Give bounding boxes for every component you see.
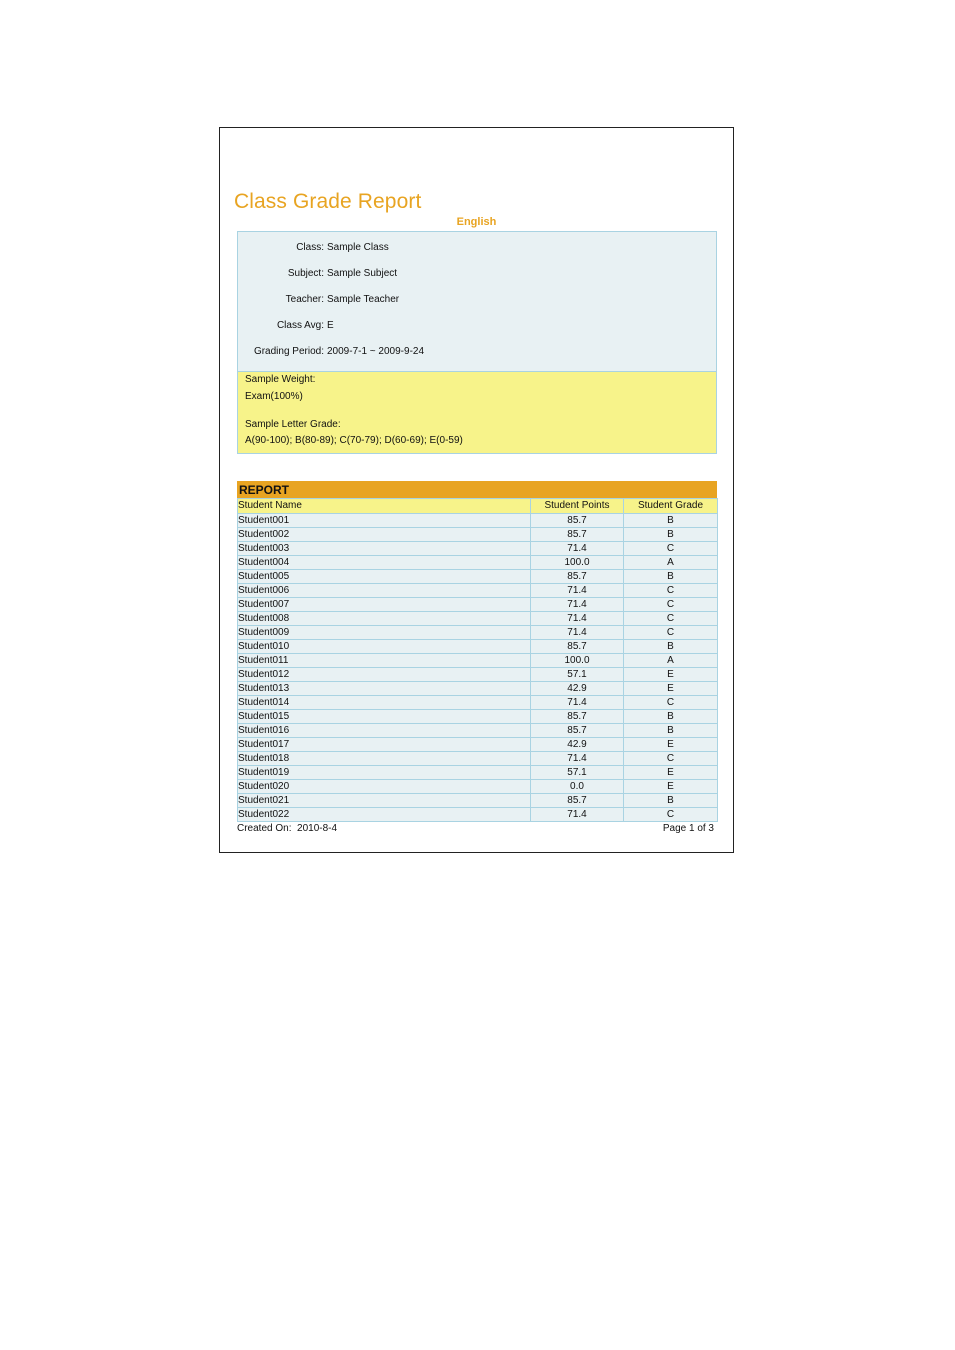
student-grade-cell: C	[624, 626, 718, 640]
table-row	[238, 808, 718, 822]
student-name-cell: Student018	[238, 752, 531, 766]
student-points-cell: 85.7	[531, 710, 624, 724]
table-row	[238, 528, 718, 542]
table-row	[238, 724, 718, 738]
info-value: Sample Teacher	[327, 294, 400, 305]
report-title: Class Grade Report	[234, 190, 422, 213]
grades-table-body	[238, 514, 718, 822]
table-row	[238, 626, 718, 640]
student-name-cell: Student022	[238, 808, 531, 822]
info-row-class	[238, 242, 389, 253]
table-row	[238, 766, 718, 780]
student-grade-cell: C	[624, 696, 718, 710]
table-row	[238, 794, 718, 808]
report-section-title: REPORT	[237, 481, 717, 498]
info-label: Class:	[296, 242, 324, 253]
student-name-cell: Student016	[238, 724, 531, 738]
student-name-cell: Student001	[238, 514, 531, 528]
table-row	[238, 682, 718, 696]
column-header-student-name: Student Name	[238, 499, 531, 514]
student-name-cell: Student013	[238, 682, 531, 696]
table-row	[238, 752, 718, 766]
table-row	[238, 696, 718, 710]
info-label: Grading Period:	[253, 346, 324, 357]
info-label: Teacher:	[285, 294, 324, 305]
page-number: Page 1 of 3	[662, 823, 714, 834]
letter-grade-label: Sample Letter Grade:	[245, 419, 341, 430]
student-points-cell: 42.9	[531, 682, 624, 696]
info-row-class-avg	[238, 320, 334, 331]
created-on-date: 2010-8-4	[297, 823, 338, 834]
student-grade-cell: E	[624, 738, 718, 752]
student-name-cell: Student003	[238, 542, 531, 556]
student-points-cell: 71.4	[531, 598, 624, 612]
student-points-cell: 71.4	[531, 696, 624, 710]
student-grade-cell: A	[624, 556, 718, 570]
table-row	[238, 598, 718, 612]
table-row	[238, 780, 718, 794]
student-points-cell: 85.7	[531, 794, 624, 808]
info-row-grading-period	[238, 346, 424, 357]
student-grade-cell: B	[624, 710, 718, 724]
student-name-cell: Student006	[238, 584, 531, 598]
student-name-cell: Student019	[238, 766, 531, 780]
student-grade-cell: B	[624, 528, 718, 542]
letter-grade-value: A(90-100); B(80-89); C(70-79); D(60-69); E(0-59)	[245, 435, 463, 446]
student-grade-cell: C	[624, 542, 718, 556]
table-row	[238, 640, 718, 654]
table-row	[238, 612, 718, 626]
student-name-cell: Student008	[238, 612, 531, 626]
student-name-cell: Student011	[238, 654, 531, 668]
student-points-cell: 85.7	[531, 640, 624, 654]
student-grade-cell: B	[624, 570, 718, 584]
table-header-row	[238, 499, 718, 514]
info-row-subject	[238, 268, 397, 279]
student-grade-cell: C	[624, 584, 718, 598]
table-row	[238, 556, 718, 570]
student-points-cell: 85.7	[531, 528, 624, 542]
student-grade-cell: A	[624, 654, 718, 668]
student-points-cell: 71.4	[531, 626, 624, 640]
info-value: E	[327, 320, 334, 331]
info-row-teacher	[238, 294, 399, 305]
student-name-cell: Student021	[238, 794, 531, 808]
student-name-cell: Student014	[238, 696, 531, 710]
created-on-label: Created On:	[237, 823, 292, 834]
student-grade-cell: C	[624, 598, 718, 612]
student-name-cell: Student012	[238, 668, 531, 682]
student-name-cell: Student002	[238, 528, 531, 542]
student-points-cell: 71.4	[531, 752, 624, 766]
student-name-cell: Student010	[238, 640, 531, 654]
student-grade-cell: E	[624, 780, 718, 794]
column-header-student-grade: Student Grade	[624, 499, 718, 514]
student-name-cell: Student004	[238, 556, 531, 570]
student-grade-cell: C	[624, 808, 718, 822]
info-value: Sample Class	[327, 242, 389, 253]
student-points-cell: 85.7	[531, 570, 624, 584]
student-points-cell: 100.0	[531, 556, 624, 570]
student-name-cell: Student007	[238, 598, 531, 612]
student-points-cell: 57.1	[531, 668, 624, 682]
student-points-cell: 57.1	[531, 766, 624, 780]
table-row	[238, 738, 718, 752]
column-header-student-points: Student Points	[531, 499, 624, 514]
info-value: 2009-7-1 ~ 2009-9-24	[327, 346, 425, 357]
table-row	[238, 542, 718, 556]
student-points-cell: 71.4	[531, 584, 624, 598]
report-subtitle: English	[456, 216, 497, 228]
student-name-cell: Student005	[238, 570, 531, 584]
student-points-cell: 0.0	[531, 780, 624, 794]
table-row	[238, 584, 718, 598]
info-label: Class Avg:	[276, 320, 324, 331]
student-name-cell: Student015	[238, 710, 531, 724]
weight-label: Sample Weight:	[245, 374, 316, 385]
table-row	[238, 654, 718, 668]
grading-weights-panel	[237, 372, 717, 454]
student-grade-cell: E	[624, 682, 718, 696]
student-name-cell: Student020	[238, 780, 531, 794]
table-row	[238, 514, 718, 528]
report-section	[237, 481, 717, 822]
student-grade-cell: B	[624, 794, 718, 808]
student-name-cell: Student017	[238, 738, 531, 752]
student-points-cell: 42.9	[531, 738, 624, 752]
table-row	[238, 570, 718, 584]
student-points-cell: 71.4	[531, 542, 624, 556]
student-grade-cell: B	[624, 514, 718, 528]
student-grade-cell: B	[624, 724, 718, 738]
student-name-cell: Student009	[238, 626, 531, 640]
grades-table	[237, 498, 718, 822]
student-points-cell: 100.0	[531, 654, 624, 668]
info-value: Sample Subject	[327, 268, 398, 279]
table-row	[238, 710, 718, 724]
student-points-cell: 71.4	[531, 612, 624, 626]
info-label: Subject:	[287, 268, 324, 279]
student-points-cell: 85.7	[531, 724, 624, 738]
weight-value: Exam(100%)	[245, 391, 303, 402]
table-row	[238, 668, 718, 682]
student-grade-cell: C	[624, 752, 718, 766]
report-page	[219, 127, 734, 853]
student-points-cell: 85.7	[531, 514, 624, 528]
student-grade-cell: E	[624, 766, 718, 780]
student-points-cell: 71.4	[531, 808, 624, 822]
created-on	[237, 823, 337, 834]
student-grade-cell: B	[624, 640, 718, 654]
class-info-panel	[237, 231, 717, 372]
student-grade-cell: E	[624, 668, 718, 682]
student-grade-cell: C	[624, 612, 718, 626]
